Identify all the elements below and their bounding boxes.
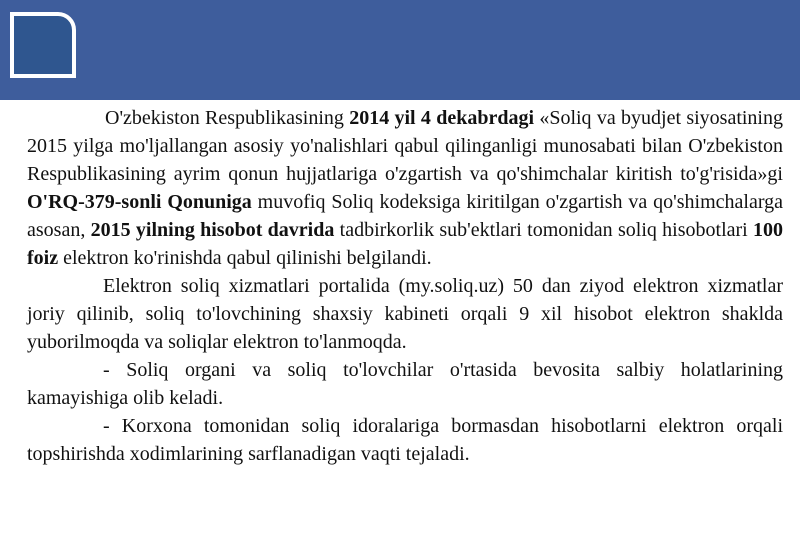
text-segment: tadbirkorlik sub'ektlari tomonidan soliq hisobotlari bbox=[334, 219, 754, 241]
text-segment: Elektron soliq xizmatlari portalida (my.soliq.uz) 50 dan ziyod elektron xizmatlar joriy qilinib, soliq to'lovchining shaxsiy kabineti orqali 9 xil hisobot elektron shaklda yuborilmoqda va soliqlar elektron to'lanmoqda. bbox=[27, 275, 783, 353]
bold-reporting-period: 2015 yilning hisobot davrida bbox=[90, 219, 335, 241]
paragraph-benefit-2 bbox=[27, 412, 783, 468]
text-segment: O'zbekiston Respublikasining bbox=[105, 107, 350, 129]
bold-date: 2014 yil 4 dekabrdagi bbox=[349, 107, 535, 129]
bold-percentage: 100 foiz bbox=[27, 219, 784, 269]
text-segment: - Soliq organi va soliq to'lovchilar o'rtasida bevosita salbiy holatlarining kamayishiga olib keladi. bbox=[27, 359, 783, 409]
paragraph-law-reference bbox=[27, 104, 783, 272]
text-segment: - Korxona tomonidan soliq idoralariga bormasdan hisobotlarni elektron orqali topshirishda xodimlarining sarflanadigan vaqti tejaladi. bbox=[27, 415, 783, 465]
document-body bbox=[27, 104, 783, 468]
rounded-square-frame-icon bbox=[10, 12, 76, 78]
header-band bbox=[0, 0, 800, 100]
text-segment: «Soliq va byudjet siyosatining 2015 yilga mo'ljallangan asosiy yo'nalishlari qabul qilinganligi munosabati bilan O'zbekiston Respublikasining ayrim qonun hujjatlariga o'zgartish va qo'shimchalar kiritish to'g'risida»gi bbox=[27, 107, 783, 185]
paragraph-electronic-services bbox=[27, 272, 783, 356]
paragraph-benefit-1 bbox=[27, 356, 783, 412]
bold-law-number: O'RQ-379-sonli Qonuniga bbox=[27, 191, 252, 213]
text-segment: elektron ko'rinishda qabul qilinishi belgilandi. bbox=[58, 247, 432, 269]
text-segment: muvofiq Soliq kodeksiga kiritilgan o'zgartish va qo'shimchalarga asosan, bbox=[27, 191, 784, 241]
